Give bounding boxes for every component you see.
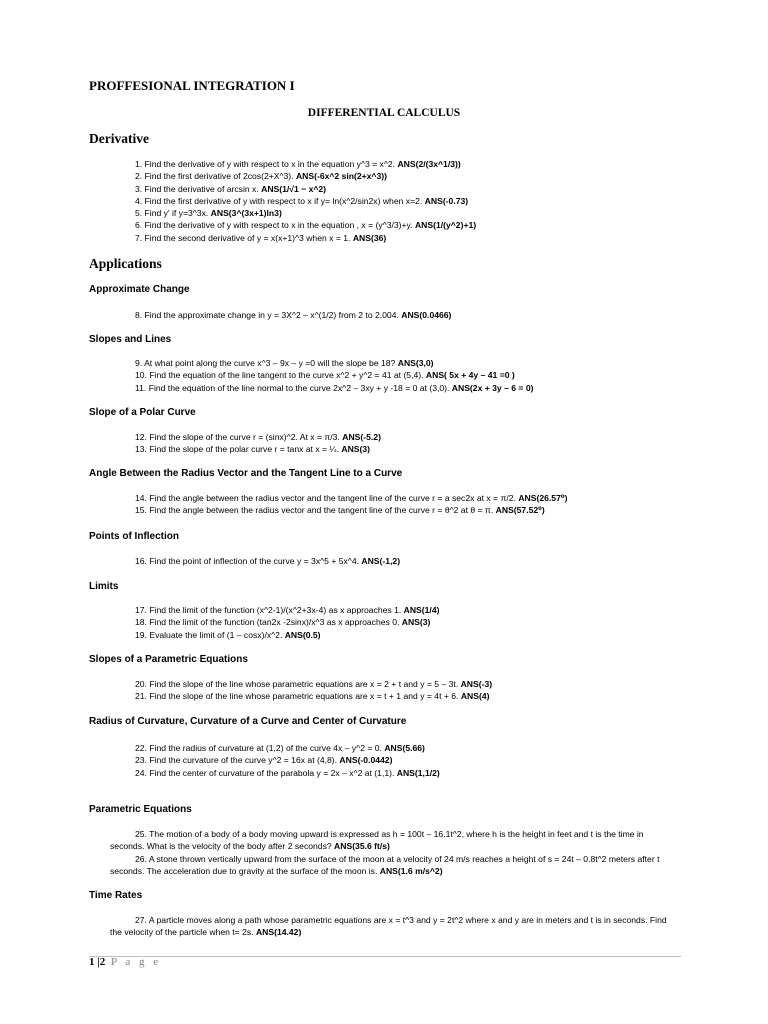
question-text: 10. Find the equation of the line tangent to the curve x^2 + y^2 = 41 at (5,4). xyxy=(135,370,426,381)
answer-text: ANS(1/(y^2)+1) xyxy=(414,220,477,231)
answer-text: ANS(-5.2) xyxy=(342,432,381,442)
question-item xyxy=(135,604,439,616)
question-text: 1. Find the derivative of y with respect to x in the equation y^3 = x^2. xyxy=(135,159,398,169)
question-list-curvature xyxy=(135,742,440,779)
subheading-curvature: Radius of Curvature, Curvature of a Curve and Center of Curvature xyxy=(89,716,407,727)
page-footer xyxy=(89,956,161,968)
answer-text: ANS(26.57⁰) xyxy=(518,493,568,503)
subheading-polar-curve: Slope of a Polar Curve xyxy=(89,407,196,418)
question-item xyxy=(135,492,567,504)
question-text: 7. Find the second derivative of y = x(x+1)^3 when x = 1. xyxy=(135,232,353,243)
answer-text: ANS(-1,2) xyxy=(361,556,401,566)
answer-text: ANS(2x + 3y – 6 = 0) xyxy=(451,382,534,393)
answer-text: ANS(3) xyxy=(401,617,431,628)
question-item xyxy=(110,914,678,939)
answer-text: ANS(4) xyxy=(460,691,490,702)
question-item xyxy=(135,754,440,766)
answer-text: ANS(35.6 ft/s) xyxy=(334,841,390,852)
question-text: 8. Find the approximate change in y = 3X^2 – x^(1/2) from 2 to 2.004. xyxy=(135,310,402,320)
question-item xyxy=(135,504,567,516)
question-item xyxy=(135,431,381,443)
question-item xyxy=(135,742,440,754)
question-text: 12. Find the slope of the curve r = (sinx)^2. At x = π/3. xyxy=(135,432,343,442)
question-text: 4. Find the first derivative of y with respect to x if y= ln(x^2/sin2x) when x=2. xyxy=(135,195,425,206)
document-title: PROFFESIONAL INTEGRATION I xyxy=(89,78,295,93)
question-text: 19. Evaluate the limit of (1 – cosx)/x^2. xyxy=(135,629,285,640)
question-text: 20. Find the slope of the line whose parametric equations are x = 2 + t and y = 5 – 3t. xyxy=(135,679,461,689)
answer-text: ANS(1,1/2) xyxy=(396,767,440,778)
question-text: 9. At what point along the curve x^3 – 9x – y =0 will the slope be 18? xyxy=(135,358,398,368)
subheading-approximate-change: Approximate Change xyxy=(89,284,190,295)
answer-text: ANS(36) xyxy=(352,232,387,243)
question-item xyxy=(135,170,476,182)
question-list-limits xyxy=(135,604,439,641)
question-list-angle xyxy=(135,492,567,517)
question-item xyxy=(135,443,381,455)
question-item xyxy=(135,629,439,641)
question-text: 16. Find the point of inflection of the curve y = 3x^5 + 5x^4. xyxy=(135,556,362,566)
subheading-points-of-inflection: Points of Inflection xyxy=(89,531,179,542)
question-text: 18. Find the limit of the function (tan2x -2sinx)/x^3 as x approaches 0. xyxy=(135,617,402,628)
question-text: 24. Find the center of curvature of the parabola y = 2x – x^2 at (1,1). xyxy=(135,767,397,778)
question-text: 15. Find the angle between the radius vector and the tangent line of the curve r = θ^2 at θ = π. xyxy=(135,505,496,516)
question-text: 5. Find y' if y=3^3x. xyxy=(135,208,211,219)
question-item xyxy=(135,382,533,394)
question-list-time-rates xyxy=(110,914,678,939)
question-item xyxy=(135,195,476,207)
answer-text: ANS(3,0) xyxy=(397,358,434,368)
subheading-time-rates: Time Rates xyxy=(89,890,143,901)
section-heading-derivative: Derivative xyxy=(89,131,149,146)
question-item xyxy=(135,678,492,690)
question-item xyxy=(135,219,476,231)
question-text: 21. Find the slope of the line whose parametric equations are x = t + 1 and y = 4t + 6. xyxy=(135,691,461,702)
section-heading-applications: Applications xyxy=(89,256,162,271)
question-text: 2. Find the first derivative of 2cos(2+X^3). xyxy=(135,171,296,182)
answer-text: ANS(3^(3x+1)ln3) xyxy=(210,208,282,219)
question-item xyxy=(135,616,439,628)
subheading-angle-radius-vector: Angle Between the Radius Vector and the Tangent Line to a Curve xyxy=(89,468,403,479)
question-text: 13. Find the slope of the polar curve r = tanx at x = ¼. xyxy=(135,444,342,455)
answer-text: ANS(3) xyxy=(341,444,371,455)
question-text: 11. Find the equation of the line normal to the curve 2x^2 – 3xy + y -18 = 0 at (3,0). xyxy=(135,382,452,393)
footer-divider xyxy=(89,956,681,957)
question-item xyxy=(135,309,451,321)
answer-text: ANS(1/4) xyxy=(403,605,440,615)
answer-text: ANS(5.66) xyxy=(384,743,425,753)
question-text: 26. A stone thrown vertically upward from the surface of the moon at a velocity of 24 m/s reaches a height of s = 24t – 0.8t^2 meters after t seconds. The acceleration due to gravity at the surface of the moon is. xyxy=(110,853,660,876)
subheading-slopes-lines: Slopes and Lines xyxy=(89,334,172,345)
question-item xyxy=(110,853,678,878)
answer-text: ANS(0.0466) xyxy=(401,310,452,320)
answer-text: ANS(-0.0442) xyxy=(339,755,393,766)
answer-text: ANS(2/(3x^1/3)) xyxy=(397,159,461,169)
page-total: 2 xyxy=(99,956,106,968)
question-list-slopes xyxy=(135,357,533,394)
question-item xyxy=(135,183,476,195)
page-label: P a g e xyxy=(105,956,162,968)
answer-text: ANS(0.5) xyxy=(284,629,321,640)
question-text: 23. Find the curvature of the curve y^2 = 16x at (4,8). xyxy=(135,755,340,766)
question-list-parametric-equations xyxy=(110,828,678,877)
answer-text: ANS(57.52⁰) xyxy=(495,505,545,516)
subheading-parametric-slopes: Slopes of a Parametric Equations xyxy=(89,654,248,665)
question-text: 6. Find the derivative of y with respect to x in the equation , x = (y^3/3)+y. xyxy=(135,220,415,231)
question-item xyxy=(135,767,440,779)
answer-text: ANS(-0.73) xyxy=(424,195,469,206)
answer-text: ANS(-6x^2 sin(2+x^3)) xyxy=(295,171,387,182)
page-separator: | xyxy=(94,956,100,968)
question-text: 27. A particle moves along a path whose parametric equations are x = t^3 and y = 2t^2 where x and y are in meters and t is in seconds. Find the velocity of the particle when t= 2s. xyxy=(110,915,667,938)
page-number: 1 xyxy=(89,956,95,968)
question-text: 25. The motion of a body of a body moving upward is expressed as h = 100t – 16.1t^2, where h is the height in feet and t is the time in seconds. What is the velocity of the body after 2 seconds? xyxy=(110,829,644,852)
question-item xyxy=(135,357,533,369)
question-text: 3. Find the derivative of arcsin x. xyxy=(135,183,262,194)
question-item xyxy=(135,158,476,170)
answer-text: ANS(-3) xyxy=(460,679,493,689)
question-item xyxy=(135,555,400,567)
question-item xyxy=(110,828,678,853)
answer-text: ANS(14.42) xyxy=(255,927,302,938)
answer-text: ANS(1/√1 − x^2) xyxy=(261,183,327,194)
question-text: 17. Find the limit of the function (x^2-1)/(x^2+3x-4) as x approaches 1. xyxy=(135,605,404,615)
subheading-parametric-equations: Parametric Equations xyxy=(89,804,192,815)
answer-text: ANS( 5x + 4y – 41 =0 ) xyxy=(425,370,515,381)
question-list-polar xyxy=(135,431,381,456)
question-list-approx xyxy=(135,309,451,321)
question-item xyxy=(135,369,533,381)
question-list-inflection xyxy=(135,555,400,567)
subheading-limits: Limits xyxy=(89,581,119,592)
question-list-parametric-slopes xyxy=(135,678,492,703)
question-item xyxy=(135,207,476,219)
question-text: 22. Find the radius of curvature at (1,2) of the curve 4x – y^2 = 0. xyxy=(135,743,385,753)
question-list-derivative xyxy=(135,158,476,244)
question-item xyxy=(135,690,492,702)
question-text: 14. Find the angle between the radius vector and the tangent line of the curve r = a sec2x at x = π/2. xyxy=(135,493,519,503)
question-item xyxy=(135,232,476,244)
answer-text: ANS(1.6 m/s^2) xyxy=(379,865,443,876)
document-subtitle: DIFFERENTIAL CALCULUS xyxy=(307,107,461,119)
